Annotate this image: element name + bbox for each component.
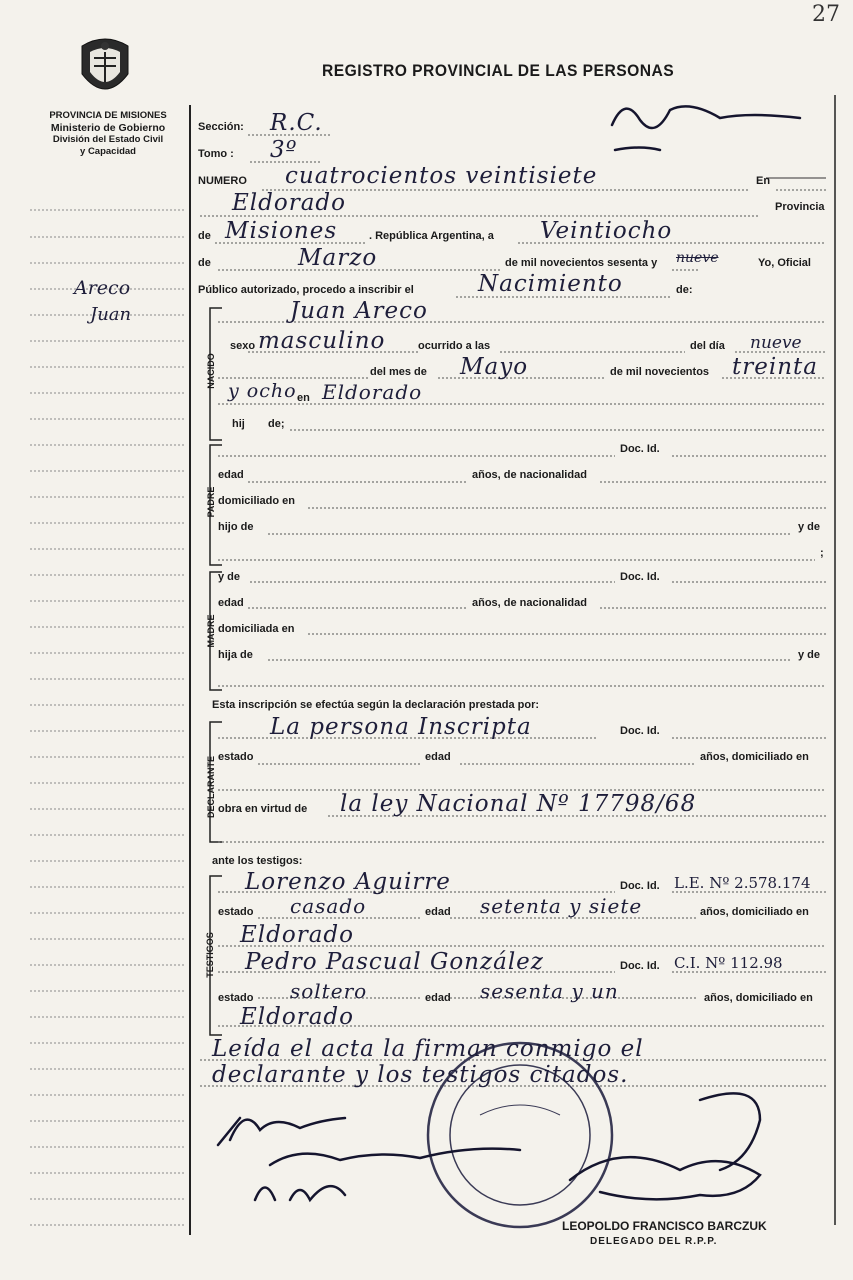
hij-label: hij [232, 418, 245, 430]
testigo2-estado-label: estado [218, 992, 254, 1004]
label-madre: MADRE [206, 614, 216, 648]
page-title: REGISTRO PROVINCIAL DE LAS PERSONAS [322, 61, 675, 80]
nac-anio-a-value: treinta [732, 354, 818, 380]
declarant-signature [230, 1118, 345, 1140]
obra-value: la ley Nacional Nº 17798/68 [340, 791, 697, 817]
testigo1-anios-label: años, domiciliado en [700, 906, 809, 918]
tomo-value: 3º [270, 137, 298, 163]
tomo-label: Tomo : [198, 148, 234, 160]
padre-domiciliado-label: domiciliado en [218, 495, 296, 507]
madre-edad-label: edad [218, 597, 244, 609]
oficial-label: Yo, Oficial [758, 257, 811, 269]
declaracion-label: Esta inscripción se efectúa según la declaración prestada por: [212, 699, 540, 711]
provincia-value: Misiones [225, 218, 338, 244]
testigo2-name: Pedro Pascual González [245, 949, 544, 975]
registrar-signature [612, 106, 800, 128]
seccion-value: R.C. [270, 110, 323, 136]
label-declarante: DECLARANTE [206, 756, 216, 818]
de-label-2: de [198, 257, 211, 269]
label-padre: PADRE [206, 486, 216, 518]
witness2-signature [255, 1186, 345, 1200]
padre-anios-label: años, de nacionalidad [472, 469, 587, 481]
nac-lugar-value: Eldorado [322, 380, 423, 404]
testigo1-estado-label: estado [218, 906, 254, 918]
padre-edad-label: edad [218, 469, 244, 481]
lugar-value: Eldorado [232, 190, 346, 216]
agency-line-2: Ministerio de Gobierno [50, 122, 166, 134]
padre-doc-id-label: Doc. Id. [620, 443, 660, 455]
mes-value: Marzo [298, 245, 378, 271]
en-label: En [756, 175, 771, 187]
testigo1-doc-label: Doc. Id. [620, 880, 660, 892]
madre-doc-id-label: Doc. Id. [620, 571, 660, 583]
seccion-label: Sección: [198, 121, 244, 133]
numero-value: cuatrocientos veintisiete [285, 163, 598, 189]
declarante-anios-label: años, domiciliado en [700, 751, 809, 763]
testigo2-dom: Eldorado [240, 1004, 354, 1030]
madre-y-de-label: y de [218, 571, 241, 583]
testigo1-estado: casado [290, 894, 367, 918]
del-dia-label: del día [690, 340, 725, 352]
agency-line-1: PROVINCIA DE MISIONES [49, 110, 167, 121]
label-testigos: TESTIGOS [205, 932, 215, 978]
del-mes-label: del mes de [370, 366, 427, 378]
numero-label: NUMERO [198, 175, 247, 187]
de-colon-label: de: [676, 284, 693, 296]
declarante-value: La persona Inscripta [270, 714, 532, 740]
publico-label: Público autorizado, procedo a inscribir el [198, 284, 414, 296]
testigos-label: ante los testigos: [212, 855, 303, 867]
testigo2-doc-label: Doc. Id. [620, 960, 660, 972]
padre-y-de-label: y de [798, 521, 821, 533]
acto-value: Nacimiento [478, 271, 623, 297]
testigo1-dom: Eldorado [240, 922, 354, 948]
declarante-edad-label: edad [425, 751, 451, 763]
cierre-line-1: Leída el acta la firman conmigo el [212, 1036, 644, 1062]
official-name: LEOPOLDO FRANCISCO BARCZUK [562, 1219, 767, 1233]
testigo2-estado: soltero [290, 979, 368, 1003]
en-lugar-label: en [297, 392, 310, 404]
nac-mes-value: Mayo [460, 354, 529, 380]
testigo2-doc: C.I. Nº 112.98 [674, 954, 783, 972]
testigo1-edad-label: edad [425, 906, 451, 918]
madre-y-de-label-2: y de [798, 649, 821, 661]
nac-novecientos-label: de mil novecientos [610, 366, 710, 378]
cierre-line-2: declarante y los testigos citados. [212, 1062, 629, 1088]
madre-anios-label: años, de nacionalidad [472, 597, 587, 609]
testigo1-doc: L.E. Nº 2.578.174 [674, 874, 811, 892]
de-semicolon-label: de; [268, 418, 285, 430]
declarante-doc-id-label: Doc. Id. [620, 725, 660, 737]
republica-label: . República Argentina, a [369, 230, 494, 242]
testigo2-anios-label: años, domiciliado en [704, 992, 813, 1004]
padre-hijo-de-label: hijo de [218, 521, 254, 533]
de-label: de [198, 230, 211, 242]
nac-dia-value: nueve [750, 333, 802, 353]
sexo-value: masculino [258, 328, 386, 354]
novecientos-label: de mil novecientos sesenta y [505, 257, 658, 269]
page-number: 27 [812, 2, 840, 27]
agency-line-3: División del Estado Civil [52, 134, 164, 145]
testigo1-edad: setenta y siete [480, 894, 643, 918]
testigo2-edad: sesenta y un [480, 979, 619, 1003]
dia-value: Veintiocho [540, 218, 673, 244]
anio-value: nueve [676, 250, 719, 266]
provincia-label: Provincia [775, 201, 825, 213]
agency-block [28, 110, 188, 158]
ocurrido-label: ocurrido a las [418, 340, 491, 352]
declarante-estado-label: estado [218, 751, 254, 763]
madre-hija-de-label: hija de [218, 649, 253, 661]
agency-line-4: y Capacidad [80, 146, 136, 157]
obra-label: obra en virtud de [218, 803, 308, 815]
testigo1-name: Lorenzo Aguirre [245, 869, 451, 895]
label-nacido: NACIDO [206, 353, 216, 389]
madre-domiciliada-label: domiciliada en [218, 623, 295, 635]
padre-semicolon: ; [820, 547, 824, 559]
nac-anio-b-value: y ocho [228, 380, 297, 402]
margin-name: Juan [90, 304, 132, 325]
witness1-signature [270, 1149, 520, 1165]
inscripto-value: Juan Areco [290, 298, 428, 324]
official-title: DELEGADO DEL R.P.P. [590, 1236, 718, 1247]
sexo-label: sexo [230, 340, 256, 352]
testigo2-edad-label: edad [425, 992, 451, 1004]
margin-surname: Areco [74, 277, 131, 299]
